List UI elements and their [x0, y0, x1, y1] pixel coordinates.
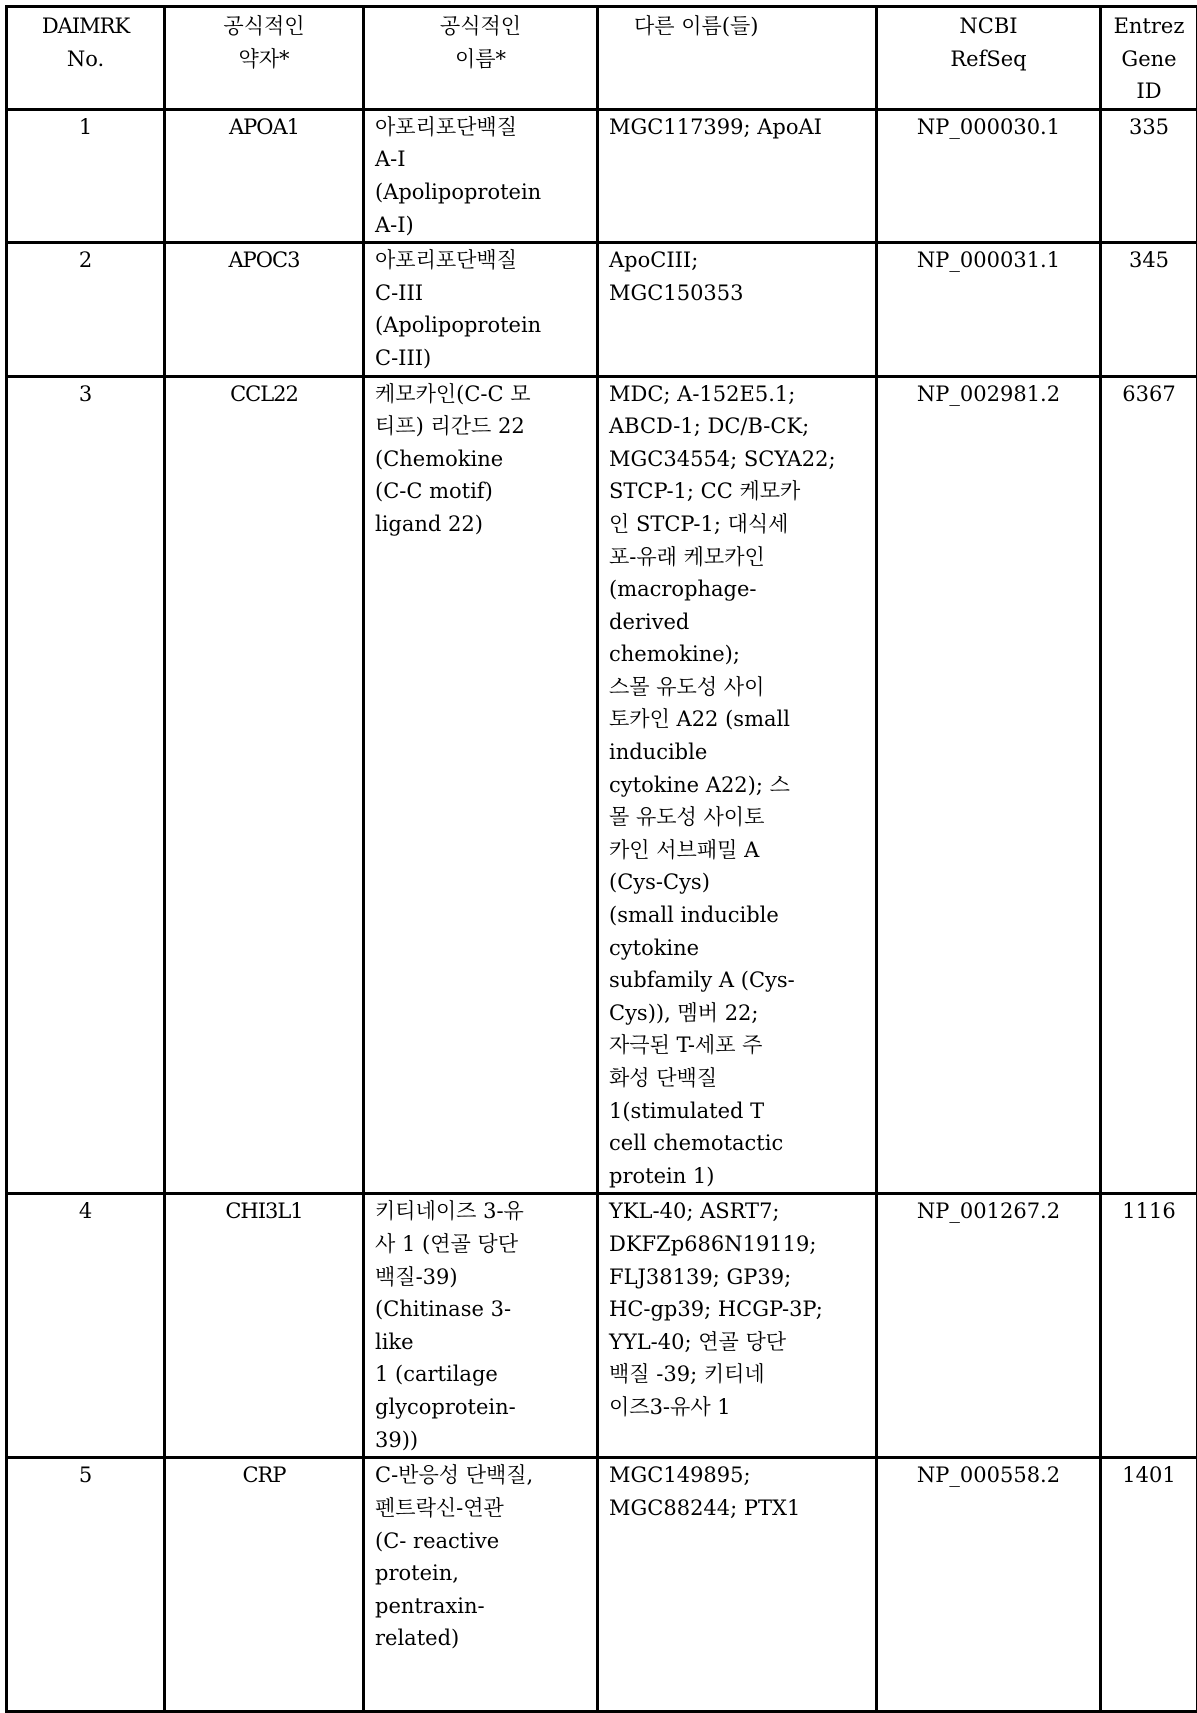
name-line: C-III	[375, 277, 590, 310]
header-text: 이름*	[369, 43, 592, 76]
header-official-symbol	[165, 7, 364, 110]
header-other-names	[598, 7, 877, 110]
header-entrez-gene-id	[1101, 7, 1197, 110]
cell-no: 3	[7, 376, 165, 1194]
header-text: RefSeq	[882, 43, 1095, 76]
name-line: C-반응성 단백질,	[375, 1459, 590, 1492]
other-name-line: (small inducible	[609, 899, 869, 932]
other-name-line: STCP-1; CC 케모카	[609, 475, 869, 508]
other-name-line: MGC149895;	[609, 1459, 869, 1492]
name-line: A-I)	[375, 209, 590, 242]
other-name-line: HC-gp39; HCGP-3P;	[609, 1293, 869, 1326]
other-name-line: YYL-40; 연골 당단	[609, 1326, 869, 1359]
name-line: 아포리포단백질	[375, 111, 590, 144]
cell-refseq: NP_000031.1	[877, 243, 1101, 376]
other-name-line: 토카인 A22 (small	[609, 703, 869, 736]
cell-official-name	[364, 1458, 598, 1712]
other-name-line: (macrophage-	[609, 573, 869, 606]
other-name-line: Cys)), 멤버 22;	[609, 997, 869, 1030]
cell-gene-id: 1401	[1101, 1458, 1197, 1712]
other-name-line: ABCD-1; DC/B-CK;	[609, 410, 869, 443]
name-line: A-I	[375, 143, 590, 176]
cell-official-name	[364, 109, 598, 242]
table-row	[7, 1194, 1197, 1458]
header-text: ID	[1106, 75, 1192, 108]
other-name-line: MGC88244; PTX1	[609, 1492, 869, 1525]
cell-gene-id: 345	[1101, 243, 1197, 376]
other-name-line: 몰 유도성 사이토	[609, 801, 869, 834]
other-name-line: FLJ38139; GP39;	[609, 1261, 869, 1294]
cell-no: 5	[7, 1458, 165, 1712]
other-name-line: inducible	[609, 736, 869, 769]
other-name-line: subfamily A (Cys-	[609, 964, 869, 997]
other-name-line: YKL-40; ASRT7;	[609, 1195, 869, 1228]
header-text: Entrez	[1106, 10, 1192, 43]
header-text: 약자*	[170, 43, 358, 76]
header-text: NCBI	[882, 10, 1095, 43]
header-text: 공식적인	[170, 10, 358, 43]
other-name-line: 화성 단백질	[609, 1062, 869, 1095]
cell-gene-id: 335	[1101, 109, 1197, 242]
other-name-line: MGC34554; SCYA22;	[609, 443, 869, 476]
other-name-line: 자극된 T-세포 주	[609, 1029, 869, 1062]
name-line: (C- reactive	[375, 1525, 590, 1558]
cell-official-name	[364, 243, 598, 376]
other-name-line: 이즈3-유사 1	[609, 1391, 869, 1424]
name-line: pentraxin-	[375, 1590, 590, 1623]
other-name-line: cytokine	[609, 932, 869, 965]
other-name-line: ApoCIII;	[609, 244, 869, 277]
cell-gene-id: 6367	[1101, 376, 1197, 1194]
name-line: 1 (cartilage	[375, 1358, 590, 1391]
header-text: No.	[12, 43, 159, 76]
cell-no: 4	[7, 1194, 165, 1458]
cell-refseq: NP_000030.1	[877, 109, 1101, 242]
name-line: (Apolipoprotein	[375, 309, 590, 342]
other-name-line: 카인 서브패밀 A	[609, 834, 869, 867]
cell-symbol: APOC3	[165, 243, 364, 376]
gene-marker-table	[5, 5, 1197, 1713]
name-line: 사 1 (연골 당단	[375, 1228, 590, 1261]
header-text: DAIMRK	[12, 10, 159, 43]
cell-no: 2	[7, 243, 165, 376]
table-row	[7, 376, 1197, 1194]
name-line: 펜트락신-연관	[375, 1492, 590, 1525]
other-name-line: 백질 -39; 키티네	[609, 1358, 869, 1391]
cell-symbol: CCL22	[165, 376, 364, 1194]
cell-other-names	[598, 1194, 877, 1458]
cell-official-name	[364, 376, 598, 1194]
cell-other-names	[598, 243, 877, 376]
other-name-line: MDC; A-152E5.1;	[609, 378, 869, 411]
other-name-line: MGC117399; ApoAI	[609, 111, 869, 144]
other-name-line: (Cys-Cys)	[609, 866, 869, 899]
name-line: ligand 22)	[375, 508, 590, 541]
header-official-name	[364, 7, 598, 110]
cell-no: 1	[7, 109, 165, 242]
cell-official-name	[364, 1194, 598, 1458]
table-row	[7, 1458, 1197, 1712]
name-line: C-III)	[375, 342, 590, 375]
table-row	[7, 243, 1197, 376]
name-line: 백질-39)	[375, 1261, 590, 1294]
name-line: 키티네이즈 3-유	[375, 1195, 590, 1228]
name-line: (Chemokine	[375, 443, 590, 476]
header-text: Gene	[1106, 43, 1192, 76]
header-text: 다른 이름(들)	[634, 10, 871, 43]
name-line: (Chitinase 3-	[375, 1293, 590, 1326]
other-name-line: 1(stimulated T	[609, 1095, 869, 1128]
cell-other-names	[598, 376, 877, 1194]
other-name-line: 포-유래 케모카인	[609, 541, 869, 574]
name-line: 39))	[375, 1424, 590, 1457]
name-line: 아포리포단백질	[375, 244, 590, 277]
other-name-line: chemokine);	[609, 638, 869, 671]
cell-refseq: NP_002981.2	[877, 376, 1101, 1194]
name-line: glycoprotein-	[375, 1391, 590, 1424]
cell-symbol: CHI3L1	[165, 1194, 364, 1458]
name-line: 케모카인(C-C 모	[375, 378, 590, 411]
other-name-line: derived	[609, 606, 869, 639]
header-text: 공식적인	[369, 10, 592, 43]
other-name-line: DKFZp686N19119;	[609, 1228, 869, 1261]
name-line: like	[375, 1326, 590, 1359]
other-name-line: cell chemotactic	[609, 1127, 869, 1160]
other-name-line: MGC150353	[609, 277, 869, 310]
other-name-line: 스몰 유도성 사이	[609, 671, 869, 704]
other-name-line: cytokine A22); 스	[609, 769, 869, 802]
cell-gene-id: 1116	[1101, 1194, 1197, 1458]
name-line: (C-C motif)	[375, 475, 590, 508]
cell-refseq: NP_001267.2	[877, 1194, 1101, 1458]
name-line: 티프) 리간드 22	[375, 410, 590, 443]
cell-other-names	[598, 1458, 877, 1712]
table-row	[7, 109, 1197, 242]
cell-symbol: CRP	[165, 1458, 364, 1712]
other-name-line: 인 STCP-1; 대식세	[609, 508, 869, 541]
name-line: (Apolipoprotein	[375, 176, 590, 209]
cell-other-names	[598, 109, 877, 242]
name-line: protein,	[375, 1557, 590, 1590]
header-daimrk-no	[7, 7, 165, 110]
header-ncbi-refseq	[877, 7, 1101, 110]
cell-symbol: APOA1	[165, 109, 364, 242]
header-row	[7, 7, 1197, 110]
name-line: related)	[375, 1622, 590, 1655]
other-name-line: protein 1)	[609, 1160, 869, 1193]
cell-refseq: NP_000558.2	[877, 1458, 1101, 1712]
